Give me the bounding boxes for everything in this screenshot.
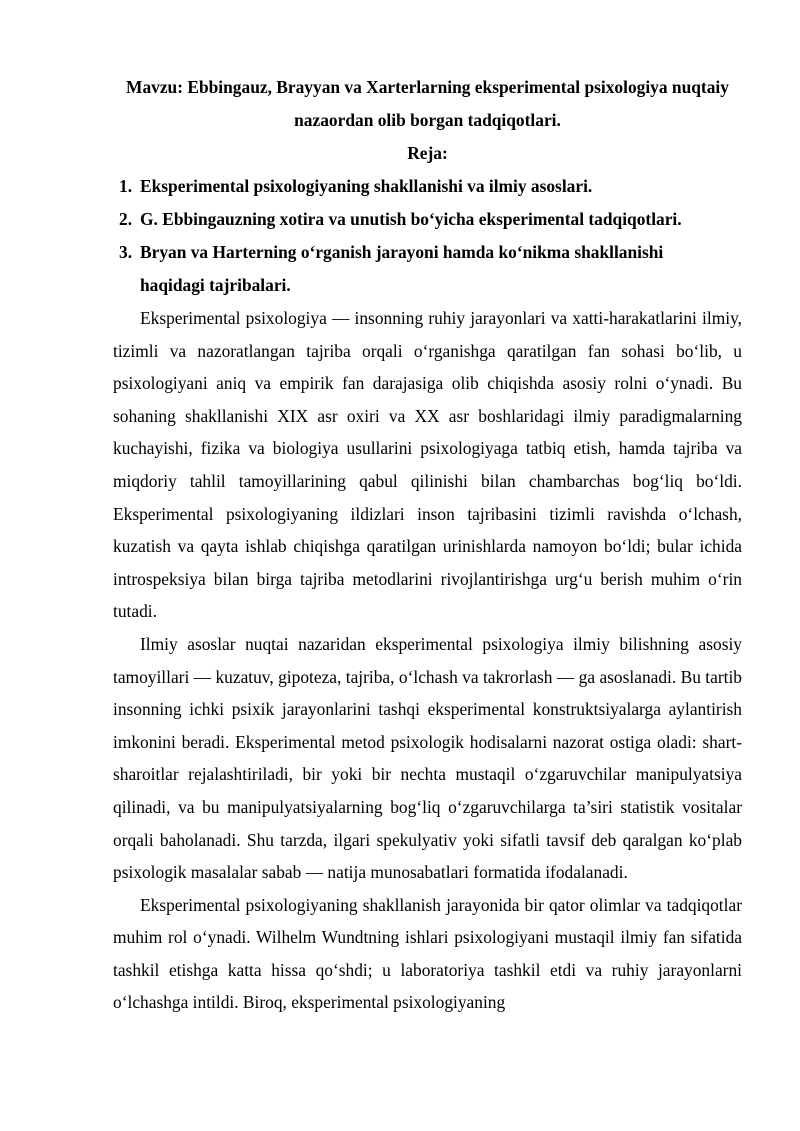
plan-heading: Reja: [407,143,448,163]
plan-list [113,170,742,302]
plan-item-number: 3. [119,242,133,262]
document-page [113,71,742,1019]
body-paragraph: Eksperimental psixologiya — insonning ruhiy jarayonlari va xatti-harakatlarini ilmiy, tizimli va nazoratlangan tajriba orqali o‘rganishga qaratilgan fan sohasi bo‘lib, u psixologiyani aniq va empirik fan darajasiga olib chiqishda asosiy rolni o‘ynadi. Bu sohaning shakllanishi XIX asr oxiri va XX asr boshlaridagi ilmiy paradigmalarning kuchayishi, fizika va biologiya usullarini psixologiyaga tatbiq etish, hamda tajriba va miqdoriy tahlil tamoyillarining qabul qilinishi bilan chambarchas bog‘liq bo‘ldi. Eksperimental psixologiyaning ildizlari inson tajribasini tizimli ravishda o‘lchash, kuzatish va qayta ishlab chiqishga qaratilgan urinishlarda namoyon bo‘ldi; bular ichida introspeksiya bilan birga tajriba metodlarini rivojlantirishga urg‘u berish muhim o‘rin tutadi. [113,308,742,622]
body-paragraph: Ilmiy asoslar nuqtai nazaridan eksperimental psixologiya ilmiy bilishning asosiy tamoyillari — kuzatuv, gipoteza, tajriba, o‘lchash va takrorlash — ga asoslanadi. Bu tartib insonning ichki psixik jarayonlarini tashqi eksperimental konstruktsiyalarga aylantirish imkonini beradi. Eksperimental metod psixologik hodisalarni nazorat ostiga oladi: shart-sharoitlar rejalashtiriladi, bir yoki bir nechta mustaqil o‘zgaruvchilar manipulyatsiya qilinadi, va bu manipulyatsiyalarning bog‘liq o‘zgaruvchilarga ta’siri statistik vositalar orqali baholanadi. Shu tarzda, ilgari spekulyativ yoki sifatli tavsif deb qaralgan ko‘plab psixologik masalalar sabab — natija munosabatlari formatida ifodalanadi. [113,633,742,883]
plan-item [113,203,742,236]
plan-item-text: G. Ebbingauzning xotira va unutish bo‘yicha eksperimental tadqiqotlari. [140,209,682,229]
body-paragraph: Eksperimental psixologiyaning shakllanish jarayonida bir qator olimlar va tadqiqotlar muhim rol o‘ynadi. Wilhelm Wundtning ishlari psixologiyani mustaqil ilmiy fan sifatida tashkil etishga katta hissa qo‘shdi; u laboratoriya tashkil etdi va ruhiy jarayonlarni o‘lchashga intildi. Biroq, eksperimental psixologiyaning [113,894,742,1013]
plan-item-number: 2. [119,209,133,229]
plan-item-text: Bryan va Harterning o‘rganish jarayoni hamda ko‘nikma shakllanishi haqidagi tajribalari. [140,242,664,295]
plan-item-text: Eksperimental psixologiyaning shakllanishi va ilmiy asoslari. [140,176,593,196]
document-title: Mavzu: Ebbingauz, Brayyan va Xarterlarning eksperimental psixologiya nuqtaiy nazaordan olib borgan tadqiqotlari. [126,77,729,130]
plan-item [113,236,742,302]
plan-item [113,170,742,203]
plan-item-number: 1. [119,176,133,196]
